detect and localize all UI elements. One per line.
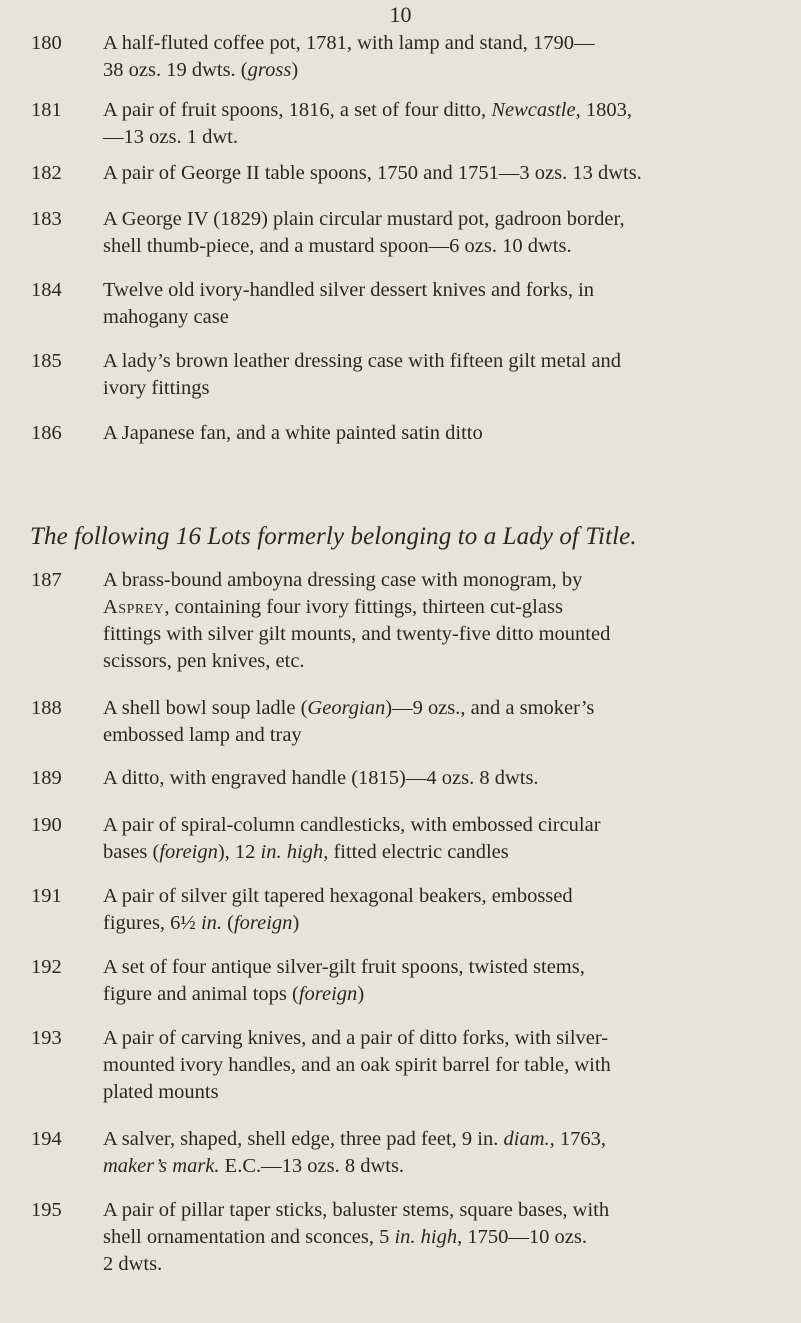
lot-line: figure and animal tops (foreign) bbox=[103, 983, 365, 1005]
lot-line: embossed lamp and tray bbox=[103, 724, 302, 746]
lot-description bbox=[103, 883, 791, 937]
lot-line: shell thumb-piece, and a mustard spoon—6 ozs. 10 dwts. bbox=[103, 235, 572, 257]
lot-description bbox=[103, 1025, 791, 1106]
lot-number: 184 bbox=[31, 279, 62, 301]
lot-line: A pair of carving knives, and a pair of ditto forks, with silver- bbox=[103, 1027, 609, 1049]
lot-number: 192 bbox=[31, 956, 62, 978]
lot-line: A pair of silver gilt tapered hexagonal beakers, embossed bbox=[103, 885, 573, 907]
lot-number: 191 bbox=[31, 885, 62, 907]
lot-description bbox=[103, 1197, 791, 1278]
lot-line: shell ornamentation and sconces, 5 in. high, 1750—10 ozs. bbox=[103, 1226, 587, 1248]
lot-line: A pair of fruit spoons, 1816, a set of four ditto, Newcastle, 1803, bbox=[103, 99, 632, 121]
lot-description bbox=[103, 812, 791, 866]
lot-line: bases (foreign), 12 in. high, fitted electric candles bbox=[103, 841, 509, 863]
lot-line: A George IV (1829) plain circular mustard pot, gadroon border, bbox=[103, 208, 625, 230]
lot-line: A Japanese fan, and a white painted satin ditto bbox=[103, 422, 483, 444]
lot-number: 189 bbox=[31, 767, 62, 789]
lot-line: A pair of pillar taper sticks, baluster stems, square bases, with bbox=[103, 1199, 610, 1221]
lot-number: 186 bbox=[31, 422, 62, 444]
lot-line: mahogany case bbox=[103, 306, 229, 328]
lot-description bbox=[103, 160, 791, 187]
lot-description bbox=[103, 695, 791, 749]
lot-description bbox=[103, 97, 791, 151]
lot-number: 194 bbox=[31, 1128, 62, 1150]
lot-description bbox=[103, 954, 791, 1008]
lot-number: 182 bbox=[31, 162, 62, 184]
lot-number: 183 bbox=[31, 208, 62, 230]
lot-line: fittings with silver gilt mounts, and twenty-five ditto mounted bbox=[103, 623, 611, 645]
lot-description bbox=[103, 348, 791, 402]
lot-description bbox=[103, 1126, 791, 1180]
lot-number: 185 bbox=[31, 350, 62, 372]
section-heading: The following 16 Lots formerly belonging to a Lady of Title. bbox=[30, 523, 637, 550]
lot-line: 2 dwts. bbox=[103, 1253, 163, 1275]
lot-number: 181 bbox=[31, 99, 62, 121]
lot-line: A lady’s brown leather dressing case with fifteen gilt metal and bbox=[103, 350, 622, 372]
lot-line: maker’s mark. E.C.—13 ozs. 8 dwts. bbox=[103, 1155, 405, 1177]
lot-line: A ditto, with engraved handle (1815)—4 ozs. 8 dwts. bbox=[103, 767, 539, 789]
lot-line: Twelve old ivory-handled silver dessert knives and forks, in bbox=[103, 279, 595, 301]
lot-line: figures, 6½ in. (foreign) bbox=[103, 912, 300, 934]
lot-description bbox=[103, 30, 791, 84]
lot-line: A half-fluted coffee pot, 1781, with lamp and stand, 1790— bbox=[103, 32, 595, 54]
lot-line: scissors, pen knives, etc. bbox=[103, 650, 305, 672]
lot-description bbox=[103, 277, 791, 331]
lot-line: A brass-bound amboyna dressing case with monogram, by bbox=[103, 569, 583, 591]
lot-description bbox=[103, 765, 791, 792]
lot-line: plated mounts bbox=[103, 1081, 219, 1103]
lot-line: A pair of spiral-column candlesticks, with embossed circular bbox=[103, 814, 601, 836]
lot-number: 190 bbox=[31, 814, 62, 836]
page-number: 10 bbox=[389, 2, 412, 27]
lot-line: mounted ivory handles, and an oak spirit barrel for table, with bbox=[103, 1054, 611, 1076]
lot-line: —13 ozs. 1 dwt. bbox=[103, 126, 238, 148]
lot-line: A set of four antique silver-gilt fruit spoons, twisted stems, bbox=[103, 956, 585, 978]
lot-description bbox=[103, 420, 791, 447]
lot-description bbox=[103, 206, 791, 260]
lot-number: 180 bbox=[31, 32, 62, 54]
lot-line: A shell bowl soup ladle (Georgian)—9 ozs., and a smoker’s bbox=[103, 697, 595, 719]
lot-number: 188 bbox=[31, 697, 62, 719]
lot-line: 38 ozs. 19 dwts. (gross) bbox=[103, 59, 299, 81]
lot-line: ivory fittings bbox=[103, 377, 210, 399]
lot-description bbox=[103, 567, 791, 675]
lot-line: A pair of George II table spoons, 1750 and 1751—3 ozs. 13 dwts. bbox=[103, 162, 642, 184]
lot-line: A salver, shaped, shell edge, three pad feet, 9 in. diam., 1763, bbox=[103, 1128, 607, 1150]
lot-line: Asprey, containing four ivory fittings, thirteen cut-glass bbox=[103, 596, 563, 618]
lot-number: 195 bbox=[31, 1199, 62, 1221]
lot-number: 193 bbox=[31, 1027, 62, 1049]
lot-number: 187 bbox=[31, 569, 62, 591]
